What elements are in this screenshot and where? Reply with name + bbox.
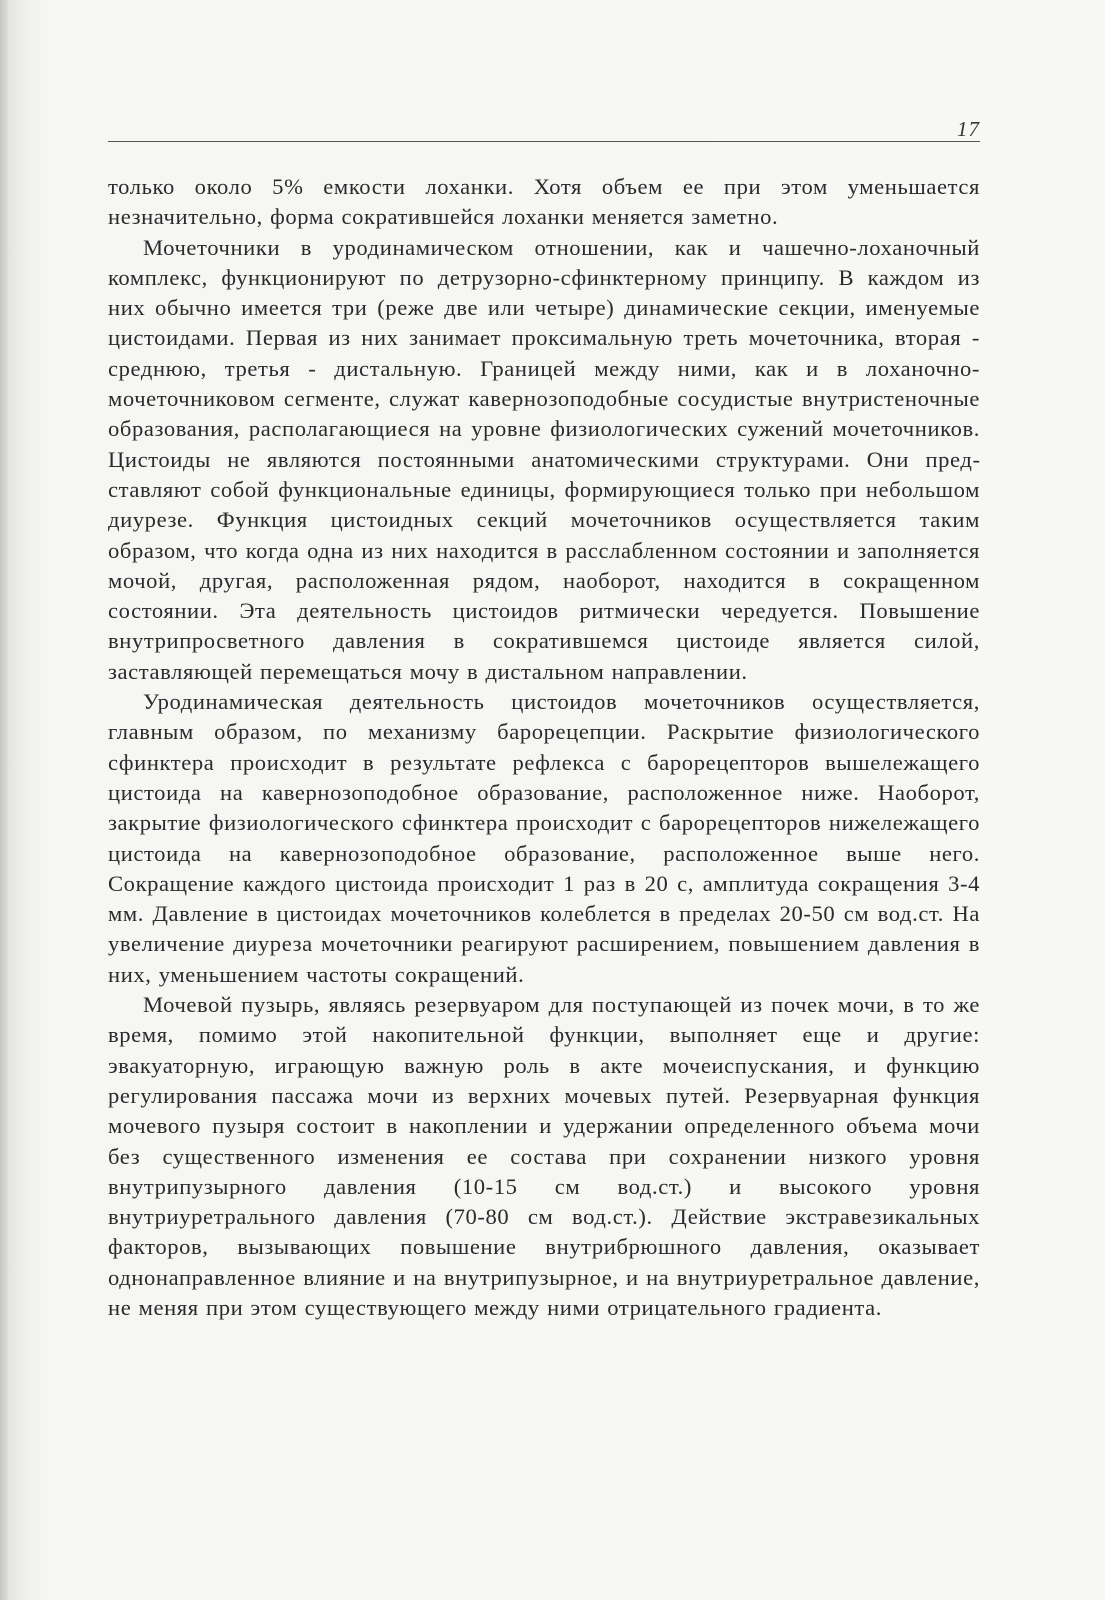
paragraph: Мочевой пузырь, являясь резервуаром для поступающей из почек мочи, в то же время, помимо этой накопительной функции, выполняет еще и другие: эвакуаторную, играющую важную роль в акте мочеиспускания, и функцию регулирования пассажа мочи из верхних мочевых путей. Резервуарная функция мочевого пузыря состоит в накоплении и удержании определенного объема мочи без существенного изменения ее состава при сохранении низкого уровня внутрипузырного давления (10-15 см вод.ст.) и высокого уровня внутриуретрального давления (70-80 см вод.ст.). Действие экстравезикальных факторов, вызывающих повышение внутрибрюшного давления, оказывает однонаправленное влияние и на внутрипузырное, и на внутриуретральное давление, не меняя при этом существующего между ними отрицательного градиента. — [108, 992, 980, 1320]
header-rule — [108, 141, 980, 142]
paragraph: Мочеточники в уродинамическом отношении, как и чашечно-лоханочный комплекс, функционируют по детрузорно-сфинктерному принципу. В каждом из них обычно имеется три (реже две или четыре) динамические секции, именуемые цистоидами. Первая из них занимает проксимальную треть мочеточника, вторая - среднюю, третья - дистальную. Границей между ними, как и в лоханочно-мочеточниковом сегменте, служат кавернозоподобные сосудистые внутристеночные образования, располагающиеся на уровне физиологических сужений мочеточников. Цистоиды не являются постоянными анатомическими структурами. Они представляют собой функциональные единицы, формирующиеся только при небольшом диурезе. Функция цистоидных секций мочеточников осуществляется таким образом, что когда одна из них находится в расслабленном состоянии и заполняется мочой, другая, расположенная рядом, наоборот, находится в сокращенном состоянии. Эта деятельность цистоидов ритмически чередуется. Повышение внутрипросветного давления в сократившемся цистоиде является силой, заставляющей перемещаться мочу в дистальном направлении. — [108, 234, 980, 684]
page-spine-shadow — [0, 0, 8, 1600]
paragraph: Уродинамическая деятельность цистоидов мочеточников осуществляется, главным образом, по механизму барорецепции. Раскрытие физиологического сфинктера происходит в результате рефлекса с барорецепторов вышележащего цистоида на кавернозоподобное образование, расположенное ниже. Наоборот, закрытие физиологического сфинктера происходит с барорецепторов нижележащего цистоида на кавернозоподобное образование, расположенное выше него. Сокращение каждого цистоида происходит 1 раз в 20 с, амплитуда сокращения 3-4 мм. Давление в цистоидах мочеточников колеблется в пределах 20-50 см вод.ст. На увеличение диуреза мочеточники реагируют расширением, повышением давления в них, уменьшением частоты сокращений. — [108, 689, 980, 987]
body-text — [108, 172, 980, 1323]
paragraph-continued: только около 5% емкости лоханки. Хотя объем ее при этом уменьшается незначительно, форма сократившейся лоханки меняется заметно. — [108, 174, 980, 230]
page-number: 17 — [957, 117, 980, 141]
